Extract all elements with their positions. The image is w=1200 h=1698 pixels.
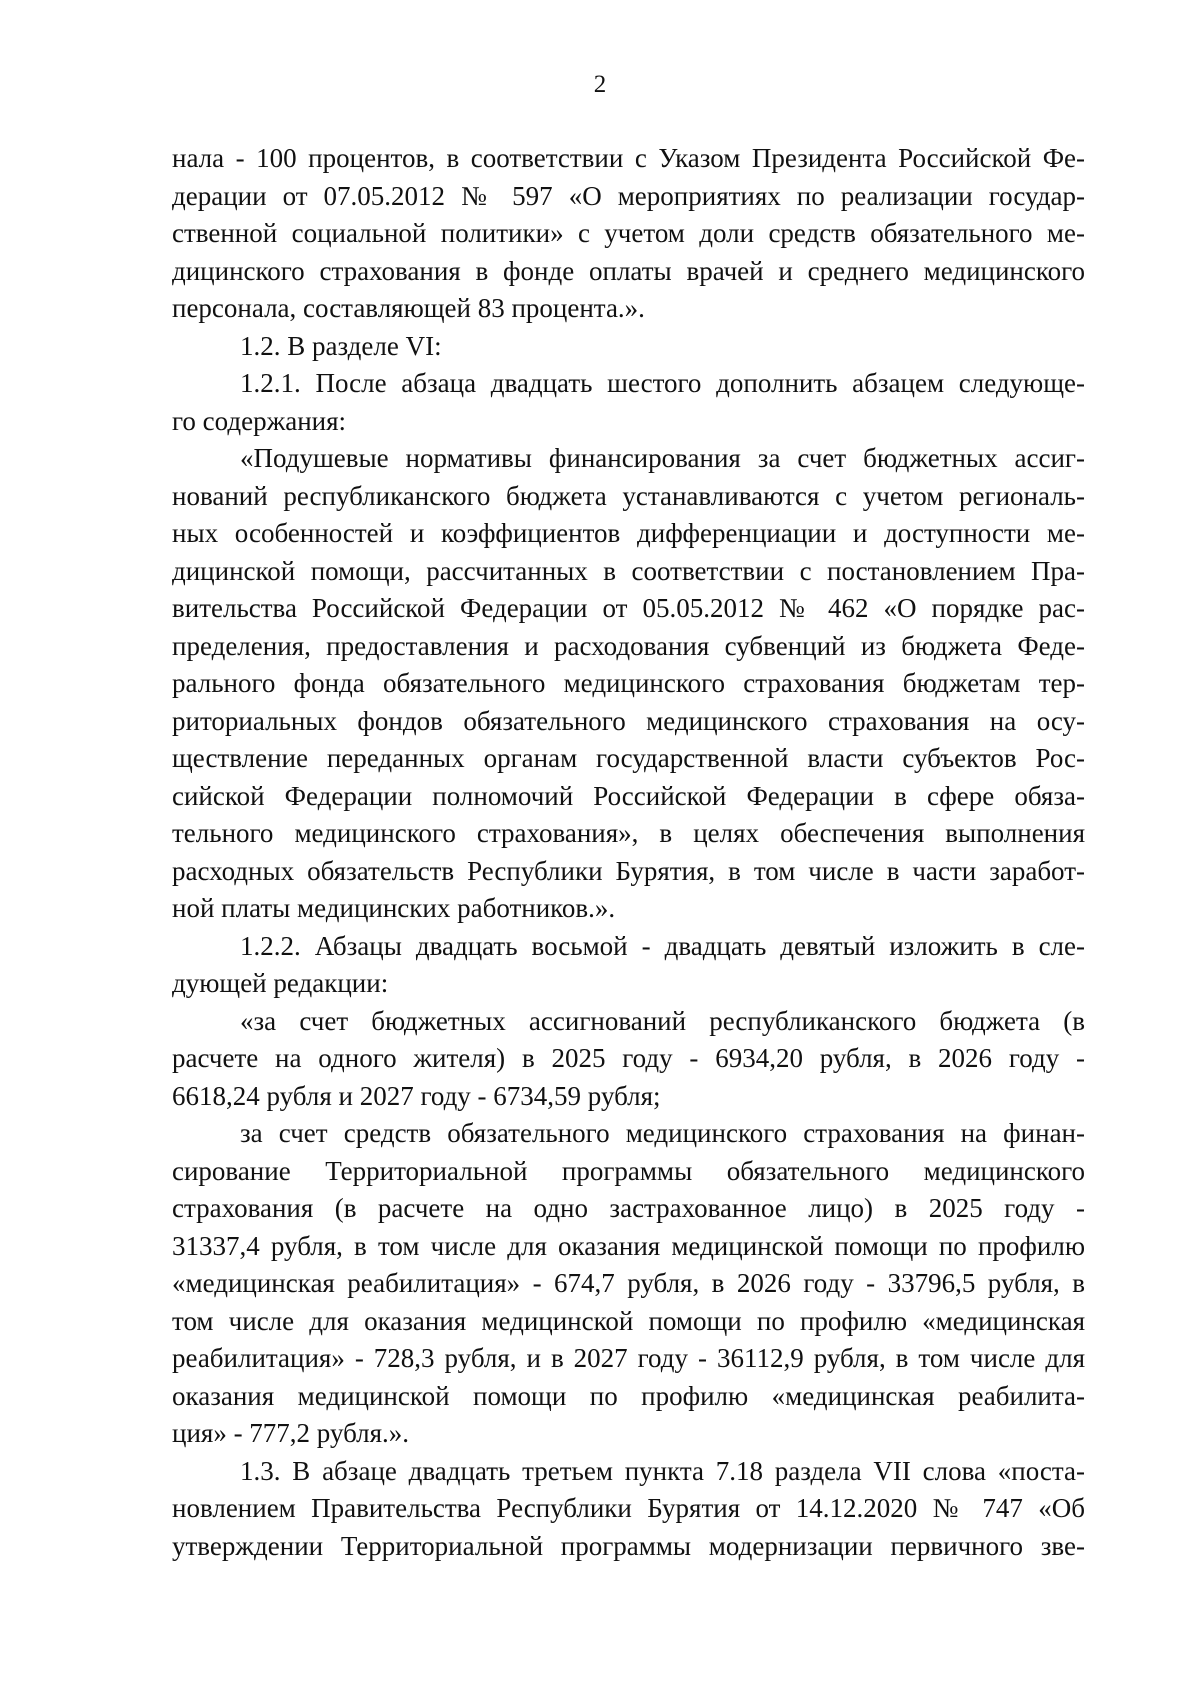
text-line: персонала, составляющей 83 процента.».: [172, 293, 645, 323]
text-line: «Подушевые нормативы финансирования за счет бюджетных ассиг-: [240, 443, 1085, 473]
text-line: тельного медицинского страхования», в целях обеспечения выполнения: [172, 818, 1085, 848]
text-line: нований республиканского бюджета устанавливаются с учетом региональ-: [172, 480, 1085, 511]
text-line: ственной социальной политики» с учетом доли средств обязательного ме-: [172, 218, 1085, 248]
text-line: рального фонда обязательного медицинского страхования бюджетам тер-: [172, 668, 1085, 698]
text-line: 1.2. В разделе VI:: [240, 330, 442, 361]
text-line: ция» - 777,2 рубля.».: [172, 1418, 410, 1448]
document-body: [172, 140, 1085, 1565]
text-line: новлением Правительства Республики Бурятия от 14.12.2020 № 747 «Об: [172, 1493, 1085, 1523]
text-line: оказания медицинской помощи по профилю «медицинская реабилита-: [172, 1380, 1085, 1411]
text-line: за счет средств обязательного медицинского страхования на финан-: [240, 1118, 1085, 1148]
text-line: расчете на одного жителя) в 2025 году - 6934,20 рубля, в 2026 году -: [172, 1043, 1085, 1073]
text-line: 1.2.1. После абзаца двадцать шестого дополнить абзацем следующе-: [240, 368, 1085, 398]
text-line: 31337,4 рубля, в том числе для оказания медицинской помощи по профилю: [172, 1230, 1085, 1261]
text-line: риториальных фондов обязательного медицинского страхования на осу-: [172, 705, 1085, 736]
text-line: ных особенностей и коэффициентов дифференциации и доступности ме-: [172, 518, 1085, 548]
text-line: го содержания:: [172, 405, 347, 436]
text-line: ществление переданных органам государственной власти субъектов Рос-: [172, 743, 1085, 773]
text-line: страхования (в расчете на одно застрахованное лицо) в 2025 году -: [172, 1193, 1085, 1223]
text-line: 1.3. В абзаце двадцать третьем пункта 7.18 раздела VII слова «поста-: [240, 1455, 1085, 1486]
text-line: утверждении Территориальной программы модернизации первичного зве-: [172, 1530, 1085, 1561]
page-number: 2: [593, 71, 607, 98]
text-line: пределения, предоставления и расходования субвенций из бюджета Феде-: [172, 630, 1085, 661]
text-line: дующей редакции:: [172, 968, 389, 998]
text-line: дицинского страхования в фонде оплаты врачей и среднего медицинского: [172, 255, 1085, 286]
text-line: ной платы медицинских работников.».: [172, 893, 616, 923]
text-line: сирование Территориальной программы обязательного медицинского: [172, 1155, 1085, 1186]
text-line: расходных обязательств Республики Бурятия, в том числе в части заработ-: [172, 855, 1085, 886]
text-line: том числе для оказания медицинской помощи по профилю «медицинская: [172, 1305, 1085, 1336]
text-line: сийской Федерации полномочий Российской Федерации в сфере обяза-: [172, 780, 1085, 811]
text-line: дерации от 07.05.2012 № 597 «О мероприятиях по реализации государ-: [172, 180, 1085, 211]
text-line: 6618,24 рубля и 2027 году - 6734,59 рубля;: [172, 1080, 661, 1111]
text-line: нала - 100 процентов, в соответствии с Указом Президента Российской Фе-: [172, 143, 1085, 173]
text-line: 1.2.2. Абзацы двадцать восьмой - двадцать девятый изложить в сле-: [240, 930, 1085, 961]
text-line: «за счет бюджетных ассигнований республиканского бюджета (в: [240, 1005, 1085, 1036]
text-line: реабилитация» - 728,3 рубля, и в 2027 году - 36112,9 рубля, в том числе для: [172, 1343, 1085, 1373]
text-line: дицинской помощи, рассчитанных в соответствии с постановлением Пра-: [172, 555, 1085, 586]
text-line: «медицинская реабилитация» - 674,7 рубля, в 2026 году - 33796,5 рубля, в: [172, 1268, 1085, 1298]
text-line: вительства Российской Федерации от 05.05.2012 № 462 «О порядке рас-: [172, 593, 1085, 623]
